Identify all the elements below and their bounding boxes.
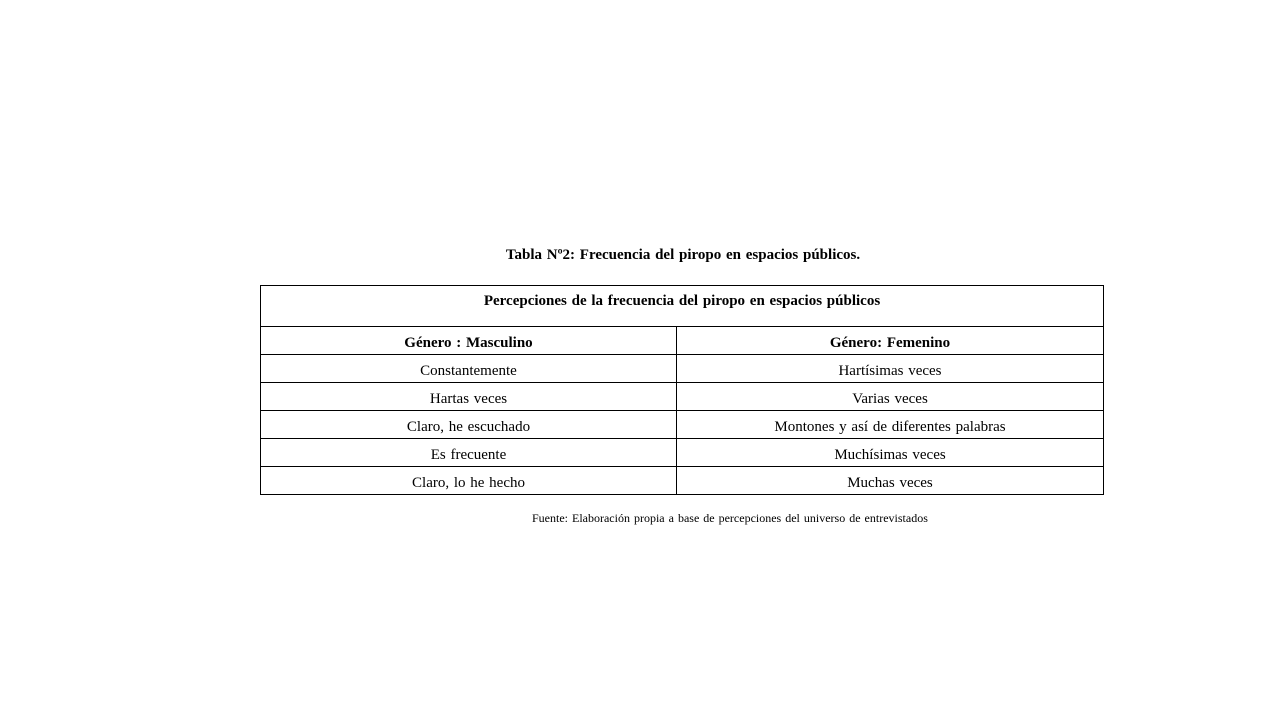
table-cell-masculino: Claro, lo he hecho <box>261 467 677 495</box>
table-caption-row <box>261 286 1104 327</box>
table-cell-masculino: Es frecuente <box>261 439 677 467</box>
table-cell-femenino: Varias veces <box>677 383 1104 411</box>
column-header-masculino: Género : Masculino <box>261 327 677 355</box>
table-row <box>261 355 1104 383</box>
table-title: Tabla Nº2: Frecuencia del piropo en espacios públicos. <box>505 247 861 263</box>
table-row <box>261 467 1104 495</box>
table-cell-femenino: Muchísimas veces <box>677 439 1104 467</box>
table-cell-femenino: Montones y así de diferentes palabras <box>677 411 1104 439</box>
table-row <box>261 411 1104 439</box>
table-header-row <box>261 327 1104 355</box>
table-cell-masculino: Constantemente <box>261 355 677 383</box>
table-cell-masculino: Hartas veces <box>261 383 677 411</box>
table-cell-femenino: Muchas veces <box>677 467 1104 495</box>
table-row <box>261 439 1104 467</box>
perception-table <box>260 285 1104 495</box>
table-cell-femenino: Hartísimas veces <box>677 355 1104 383</box>
table-cell-masculino: Claro, he escuchado <box>261 411 677 439</box>
table-row <box>261 383 1104 411</box>
column-header-femenino: Género: Femenino <box>677 327 1104 355</box>
source-note: Fuente: Elaboración propia a base de percepciones del universo de entrevistados <box>532 511 928 525</box>
table-caption: Percepciones de la frecuencia del piropo en espacios públicos <box>261 286 1104 327</box>
